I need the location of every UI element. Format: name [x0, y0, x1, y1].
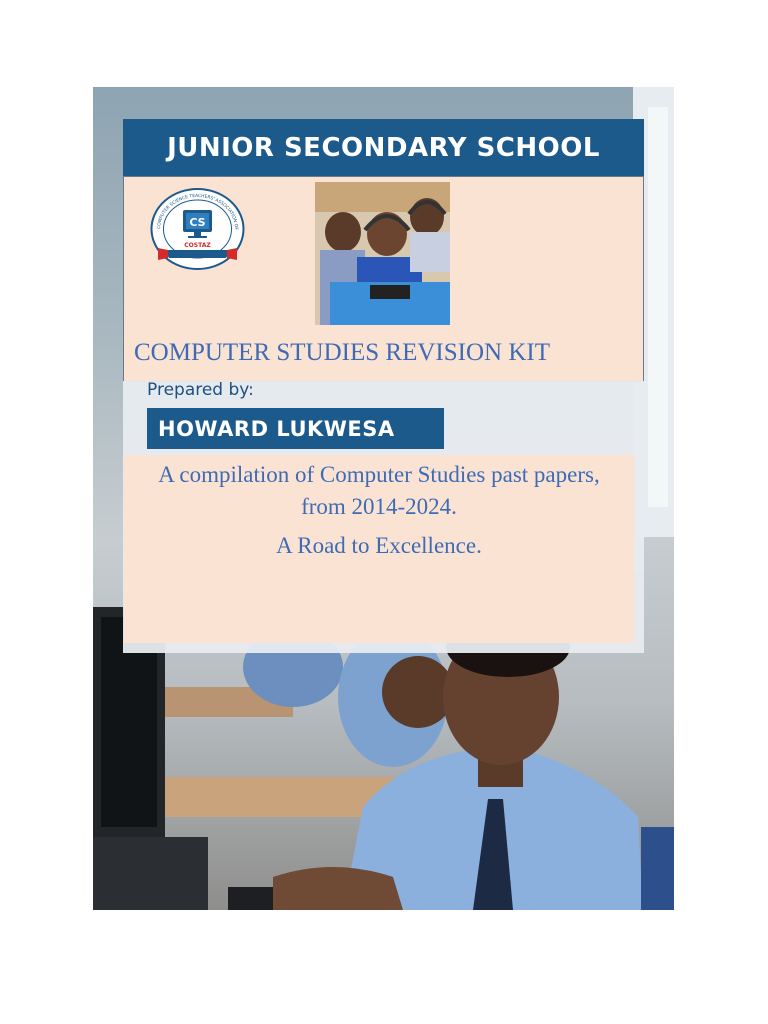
- school-level-text: JUNIOR SECONDARY SCHOOL: [167, 132, 600, 163]
- author-name: HOWARD LUKWESA: [158, 416, 395, 441]
- description-box: [124, 455, 634, 643]
- tagline-text: A Road to Excellence.: [276, 533, 482, 558]
- svg-text:COSTAZ: COSTAZ: [184, 242, 211, 249]
- author-banner: [147, 408, 444, 449]
- prepared-by-label: Prepared by:: [147, 380, 254, 400]
- header-box: [123, 176, 644, 382]
- logo-ring-text: COMPUTER SCIENCE TEACHERS' ASSOCIATION OF: [156, 193, 239, 230]
- costaz-logo: [150, 188, 245, 270]
- students-computer-photo: [315, 182, 450, 325]
- school-level-banner: [123, 119, 644, 176]
- svg-text:CS: CS: [189, 216, 206, 229]
- revision-kit-title: COMPUTER STUDIES REVISION KIT: [134, 339, 550, 366]
- description-text: A compilation of Computer Studies past papers, from 2014-2024.: [158, 462, 600, 519]
